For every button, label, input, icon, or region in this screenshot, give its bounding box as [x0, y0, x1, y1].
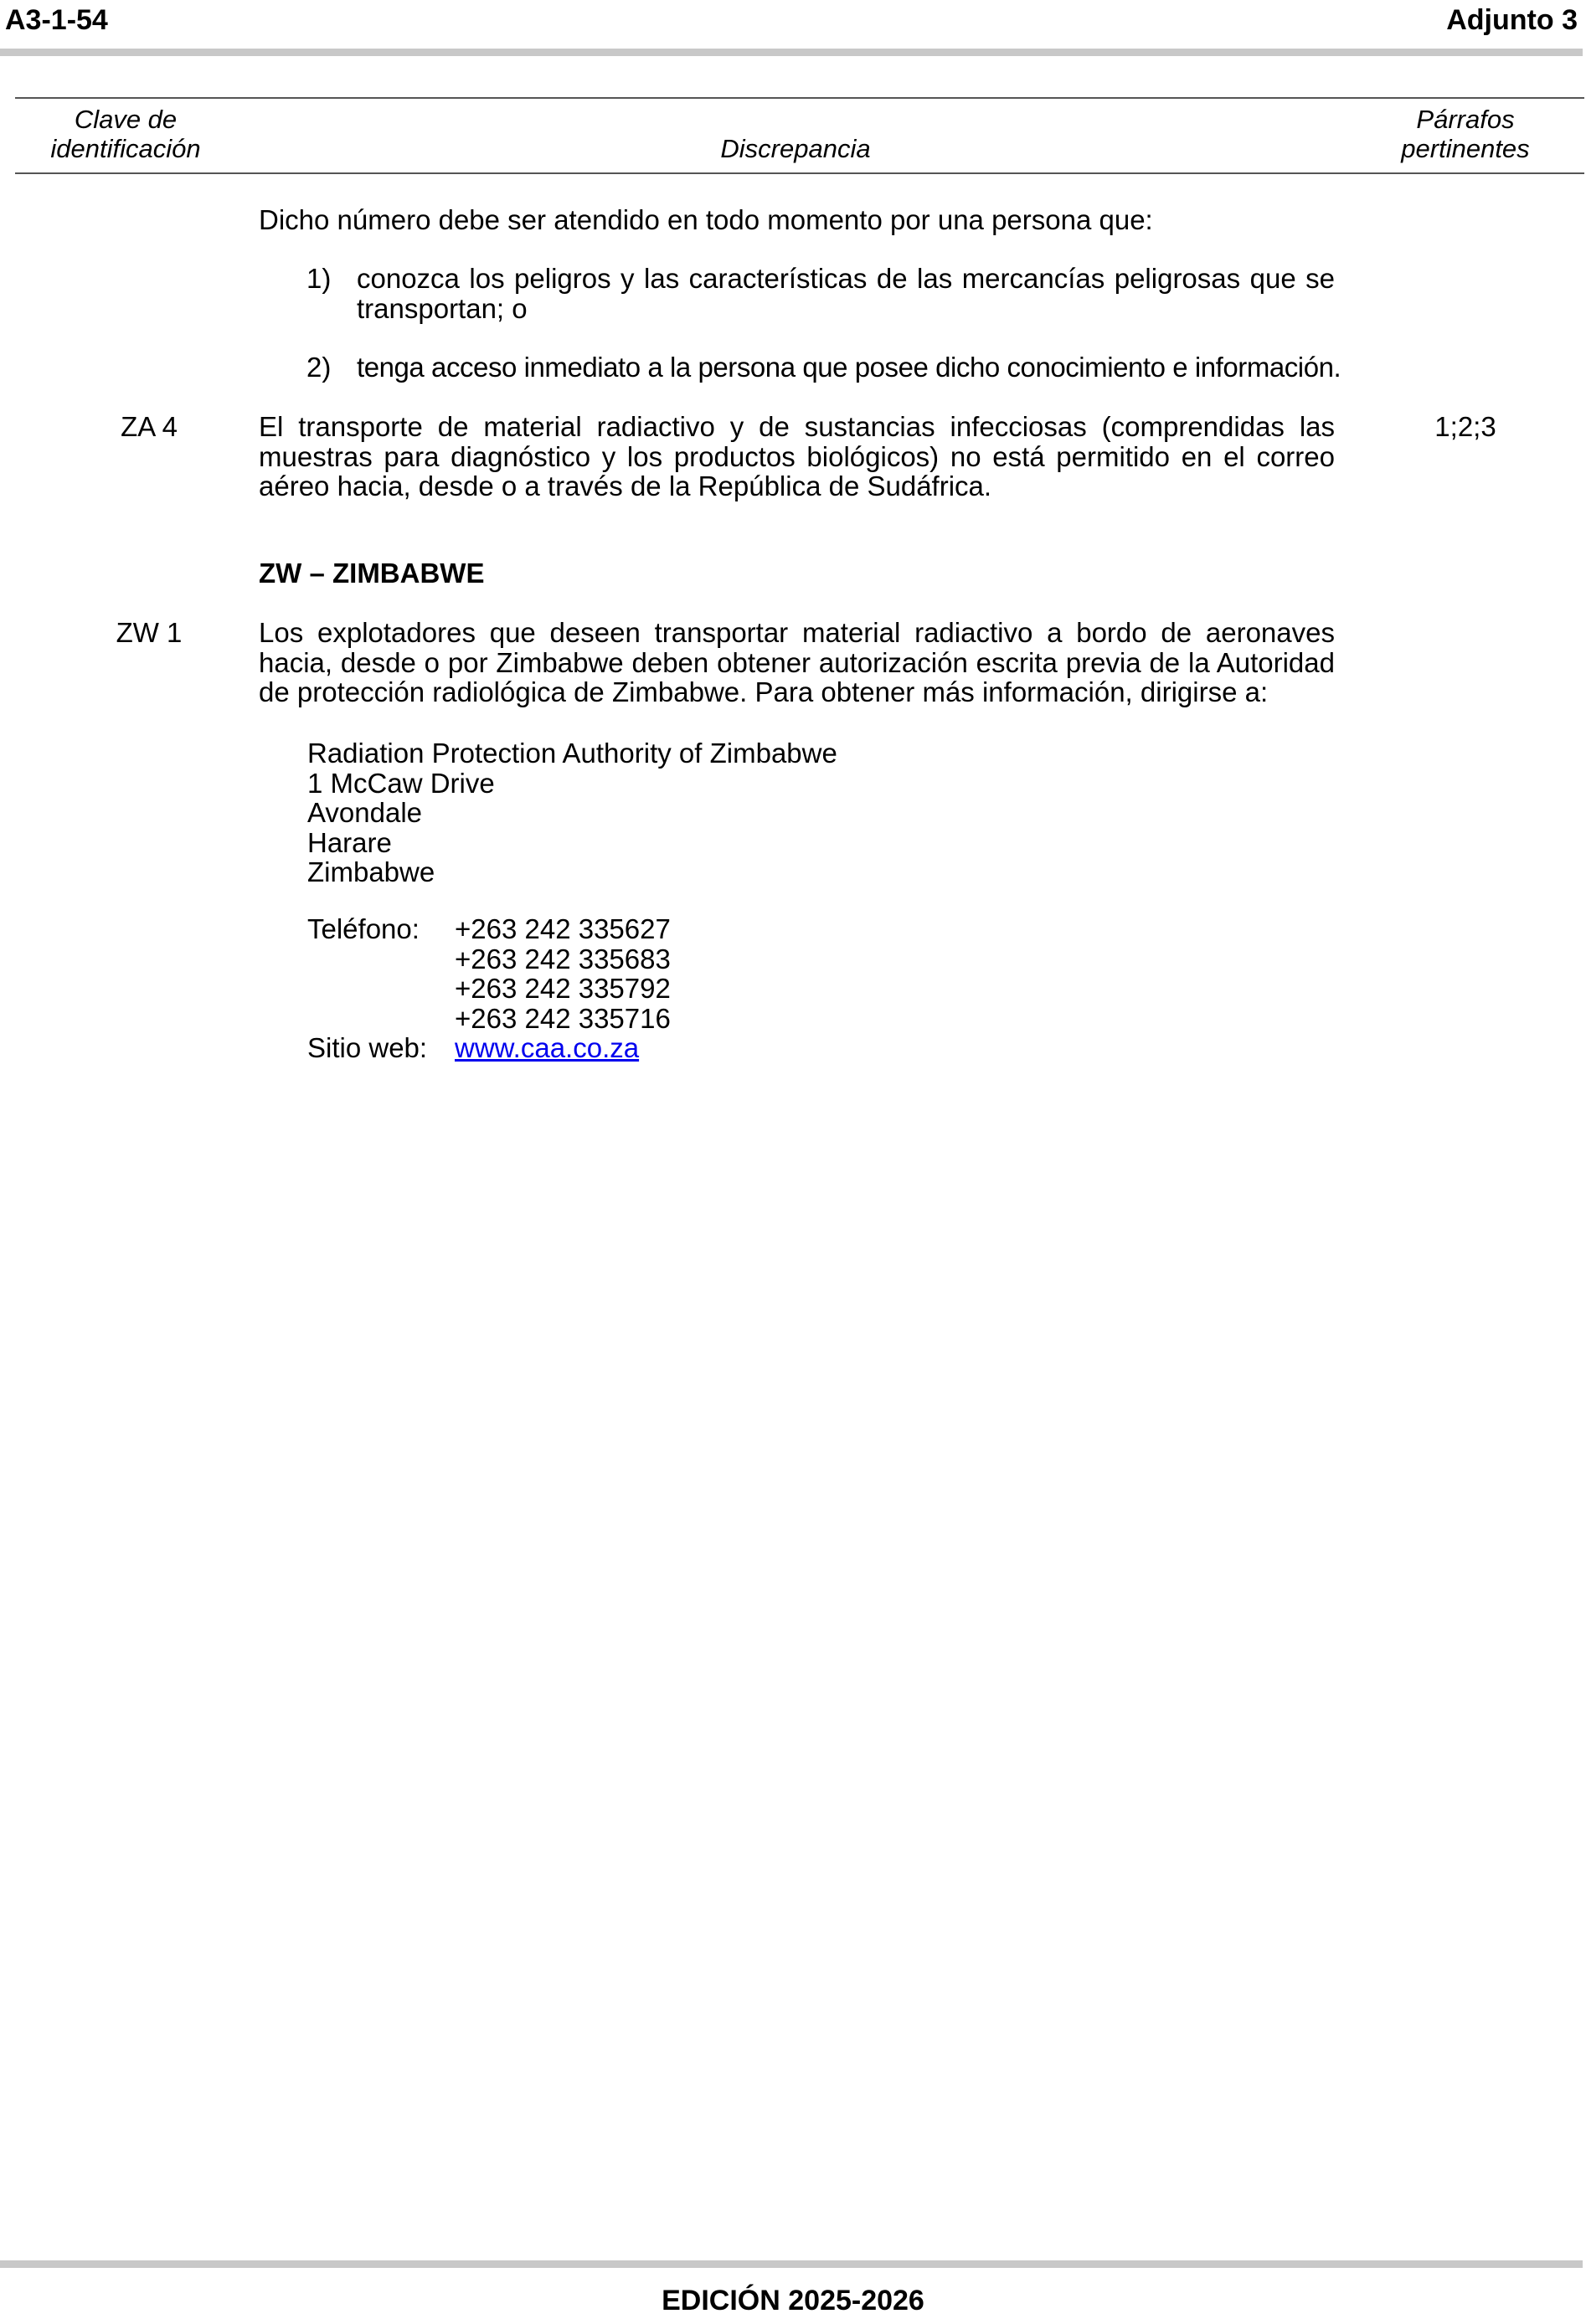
address-line: Harare: [307, 826, 392, 858]
website-link[interactable]: www.caa.co.za: [455, 1032, 640, 1063]
section-title: Adjunto 3: [1446, 4, 1578, 36]
address-line: Avondale: [307, 797, 423, 828]
address-line: Radiation Protection Authority of Zimbabwe: [307, 738, 837, 769]
continuation-intro: Dicho número debe ser atendido en todo momento por una persona que:: [259, 204, 1153, 235]
page-number: A3-1-54: [5, 4, 108, 36]
column-header-paragraphs-line2: pertinentes: [1401, 134, 1530, 163]
phone-list: [455, 914, 671, 1033]
entry-code-zw1: ZW 1: [116, 617, 183, 648]
column-header-paragraphs-line1: Párrafos: [1416, 105, 1515, 134]
column-header-id: [17, 105, 234, 163]
entry-text-za4: El transporte de material radiactivo y de sustancias infecciosas (comprendidas las muestras para diagnóstico y los productos biológicos) no está permitido en el correo aéreo hacia, desde o a través de la República de Sudáfrica.: [259, 411, 1335, 501]
address-line: 1 McCaw Drive: [307, 767, 495, 799]
column-header-id-line2: identificación: [50, 134, 201, 163]
footer-rule: [0, 2260, 1583, 2268]
website-label: Sitio web:: [307, 1032, 428, 1063]
phone-label: Teléfono:: [307, 913, 420, 944]
header-rule: [0, 49, 1583, 56]
entry-code-za4: ZA 4: [121, 411, 178, 442]
list-item-1-text: conozca los peligros y las características de las mercancías peligrosas que se transportan; o: [357, 263, 1335, 324]
column-header-id-line1: Clave de: [74, 105, 178, 134]
list-item-2-number: 2): [306, 352, 332, 383]
section-heading-zimbabwe: ZW – ZIMBABWE: [259, 558, 485, 589]
list-item-1-number: 1): [306, 263, 332, 294]
list-item-2-text: tenga acceso inmediato a la persona que posee dicho conocimiento e información.: [357, 352, 1341, 383]
entry-paragraphs-za4: 1;2;3: [1434, 411, 1496, 442]
entry-text-zw1: Los explotadores que deseen transportar material radiactivo a bordo de aeronaves hacia, desde o por Zimbabwe deben obtener autorización escrita previa de la Autoridad de protección radiológica de Zimbabwe. Para obtener más información, dirigirse a:: [259, 617, 1335, 707]
column-header-paragraphs: [1365, 105, 1566, 163]
table-top-rule: [15, 97, 1584, 99]
phone-number: +263 242 335792: [455, 973, 671, 1004]
phone-number: +263 242 335716: [455, 1002, 671, 1034]
edition-footer: EDICIÓN 2025-2026: [662, 2285, 924, 2316]
address-block: [307, 738, 837, 887]
table-header-bottom-rule: [15, 172, 1584, 174]
column-header-discrepancy: Discrepancia: [720, 134, 871, 163]
phone-number: +263 242 335683: [455, 943, 671, 974]
phone-number: +263 242 335627: [455, 913, 671, 944]
address-line: Zimbabwe: [307, 856, 435, 887]
